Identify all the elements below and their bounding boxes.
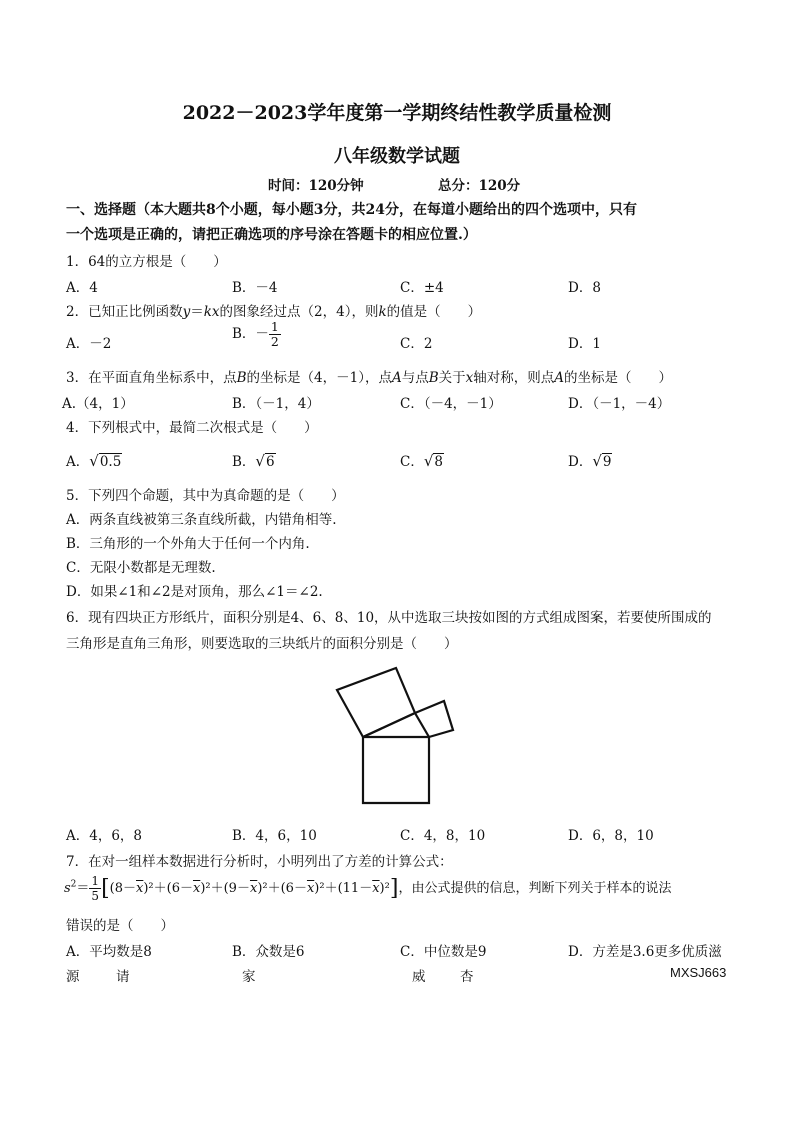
q4-option-b — [232, 450, 276, 470]
q2-stem-a: 2．已知正比例函数 — [66, 304, 183, 320]
q5-option-c: C．无限小数都是无理数. — [66, 560, 216, 576]
q4-option-d-label: D． — [568, 454, 593, 470]
q3-var-b2: B — [428, 370, 439, 386]
q6-option-d: D．6，8，10 — [568, 828, 654, 844]
q4-option-d-radical — [592, 452, 612, 470]
q3-option-b: B．（－1，4） — [232, 396, 320, 412]
q2-option-b-denominator: 2 — [270, 334, 279, 349]
q7-var-s: s — [64, 881, 71, 896]
q7-term4: )²＋(6－ — [257, 881, 307, 896]
q3-stem-e: 轴对称，则点 — [473, 370, 555, 386]
q7-term6: )² — [379, 881, 390, 896]
q2-option-b-fraction — [269, 320, 281, 349]
q4-option-d-radicand: 9 — [602, 454, 612, 470]
section-heading-line2: 一个选项是正确的，请把正确选项的序号涂在答题卡的相应位置.） — [66, 227, 477, 243]
q7-term3: )²＋(9－ — [200, 881, 250, 896]
q6-option-c: C．4，8，10 — [400, 828, 486, 844]
q3-stem-f: 的坐标是（ ） — [564, 370, 672, 386]
q4-option-c-label: C． — [400, 454, 424, 470]
footer-char-3: 家 — [242, 969, 256, 985]
q7-mean-symbol: $\overline{x}$ — [306, 881, 315, 896]
q2-option-b — [232, 320, 281, 349]
q2-stem-b: 的图象经过点（2，4），则 — [219, 304, 379, 320]
q3-var-x: x — [465, 370, 474, 386]
q7-fraction-numerator: 1 — [91, 874, 100, 888]
q5-option-b: B．三角形的一个外角大于任何一个内角. — [66, 536, 310, 552]
q7-variance-formula — [64, 874, 671, 903]
exam-title: 2022－2023学年度第一学期终结性教学质量检测 — [182, 102, 612, 124]
q1-option-a: A．4 — [66, 280, 98, 296]
q4-option-d — [568, 450, 612, 470]
q7-left-bracket: [ — [101, 876, 110, 901]
q3-stem-a: 3．在平面直角坐标系中，点 — [66, 370, 237, 386]
sqrt-icon: √ — [423, 452, 434, 470]
q1-option-c: C．±4 — [400, 280, 444, 296]
q3-stem-d: 关于 — [438, 370, 466, 386]
q5-stem: 5．下列四个命题，其中为真命题的是（ ） — [66, 488, 345, 504]
q6-option-a: A．4，6，8 — [66, 828, 143, 844]
figure-upper-left-square — [337, 668, 415, 737]
q7-term1: (8－ — [109, 881, 136, 896]
q4-option-c-radicand: 8 — [434, 454, 443, 470]
q7-option-a: A．平均数是8 — [66, 944, 152, 960]
q7-stem-tail: ，由公式提供的信息，判断下列关于样本的说法 — [398, 881, 672, 896]
q5-option-a: A．两条直线被第三条直线所截，内错角相等. — [66, 512, 337, 528]
q2-option-c: C．2 — [400, 336, 433, 352]
q1-option-b: B．－4 — [232, 280, 278, 296]
exam-time: 时间：120分钟 — [268, 178, 364, 194]
q1-stem: 1．64的立方根是（ ） — [66, 254, 227, 270]
q6-stem-line1: 6．现有四块正方形纸片，面积分别是4、6、8、10，从中选取三块按如图的方式组成图案，若要使所围成的 — [66, 610, 712, 626]
q2-stem-c: 的值是（ ） — [386, 304, 482, 320]
q6-stem-line2: 三角形是直角三角形，则要选取的三块纸片的面积分别是（ ） — [66, 636, 458, 652]
q4-option-b-radicand: 6 — [265, 454, 275, 470]
q3-stem-c: 与点 — [401, 370, 429, 386]
q2-option-b-numerator: 1 — [270, 319, 279, 334]
q7-term2: )²＋(6－ — [143, 881, 193, 896]
section-heading-line1: 一、选择题（本大题共8个小题，每小题3分，共24分，在每道小题给出的四个选项中，只有 — [66, 202, 637, 218]
q3-stem — [66, 366, 672, 386]
q7-equals: ＝ — [76, 881, 90, 896]
q3-stem-b: 的坐标是（4，－1），点 — [246, 370, 392, 386]
q7-right-bracket: ] — [389, 876, 399, 901]
q7-mean-symbol: $\overline{x}$ — [136, 881, 144, 896]
q1-option-d: D．8 — [568, 280, 601, 296]
q2-option-d: D．1 — [568, 336, 601, 352]
sqrt-icon: √ — [89, 452, 99, 470]
q4-option-c — [400, 450, 444, 470]
footer-code: MXSJ663 — [670, 965, 727, 980]
q7-option-c: C．中位数是9 — [400, 944, 487, 960]
q7-fraction — [89, 874, 101, 903]
q3-var-a1: A — [391, 370, 402, 386]
q4-option-c-radical — [424, 452, 444, 470]
q7-fraction-denominator: 5 — [91, 889, 100, 903]
q7-option-d: D．方差是3.6更多优质滋 — [568, 944, 722, 960]
q6-option-b: B．4，6，10 — [232, 828, 317, 844]
footer-char-1: 源 — [66, 969, 80, 985]
q7-mean-symbol: $\overline{x}$ — [372, 881, 380, 896]
q4-option-a-radicand: 0.5 — [99, 454, 122, 470]
q2-var-kx: kx — [203, 304, 220, 320]
q7-mean-symbol: $\overline{x}$ — [249, 881, 258, 896]
q7-s-exponent: 2 — [70, 879, 77, 890]
q3-option-a: A.（4，1） — [62, 396, 134, 412]
q7-term5: )²＋(11－ — [314, 881, 373, 896]
q4-option-a — [66, 450, 122, 470]
q2-var-y: y — [182, 304, 191, 320]
figure-small-square — [415, 701, 453, 737]
sqrt-icon: √ — [592, 452, 602, 470]
q4-option-a-label: A． — [66, 454, 90, 470]
figure-triangle-edge — [363, 713, 415, 737]
q7-stem-line3: 错误的是（ ） — [66, 918, 174, 934]
q7-stem: 7．在对一组样本数据进行分析时，小明列出了方差的计算公式： — [66, 854, 453, 870]
footer-char-5: 杏 — [460, 969, 474, 985]
q4-option-b-label: B． — [232, 454, 256, 470]
q2-var-k: k — [378, 304, 387, 320]
footer-char-4: 威 — [412, 969, 426, 985]
q7-option-b: B．众数是6 — [232, 944, 305, 960]
footer-char-2: 请 — [116, 969, 130, 985]
q5-option-d: D．如果∠1和∠2是对顶角，那么∠1＝∠2. — [66, 584, 323, 600]
sqrt-icon: √ — [255, 452, 265, 470]
q4-option-a-radical — [89, 452, 122, 470]
q2-option-a: A．－2 — [66, 336, 112, 352]
q2-stem — [66, 300, 481, 320]
q2-option-b-prefix: B．－ — [232, 326, 269, 342]
q3-option-d: D．（－1，－4） — [568, 396, 671, 412]
q4-stem: 4．下列根式中，最简二次根式是（ ） — [66, 420, 318, 436]
exam-subtitle: 八年级数学试题 — [334, 146, 460, 167]
exam-total-score: 总分：120分 — [438, 178, 521, 194]
q3-option-c: C．（－4，－1） — [400, 396, 502, 412]
q4-option-b-radical — [255, 452, 275, 470]
q7-mean-symbol: $\overline{x}$ — [192, 881, 201, 896]
three-squares-figure — [330, 660, 460, 820]
figure-large-square — [363, 737, 429, 803]
q3-var-b1: B — [236, 370, 247, 386]
q2-equals: ＝ — [190, 304, 204, 320]
q3-var-a2: A — [554, 370, 564, 386]
